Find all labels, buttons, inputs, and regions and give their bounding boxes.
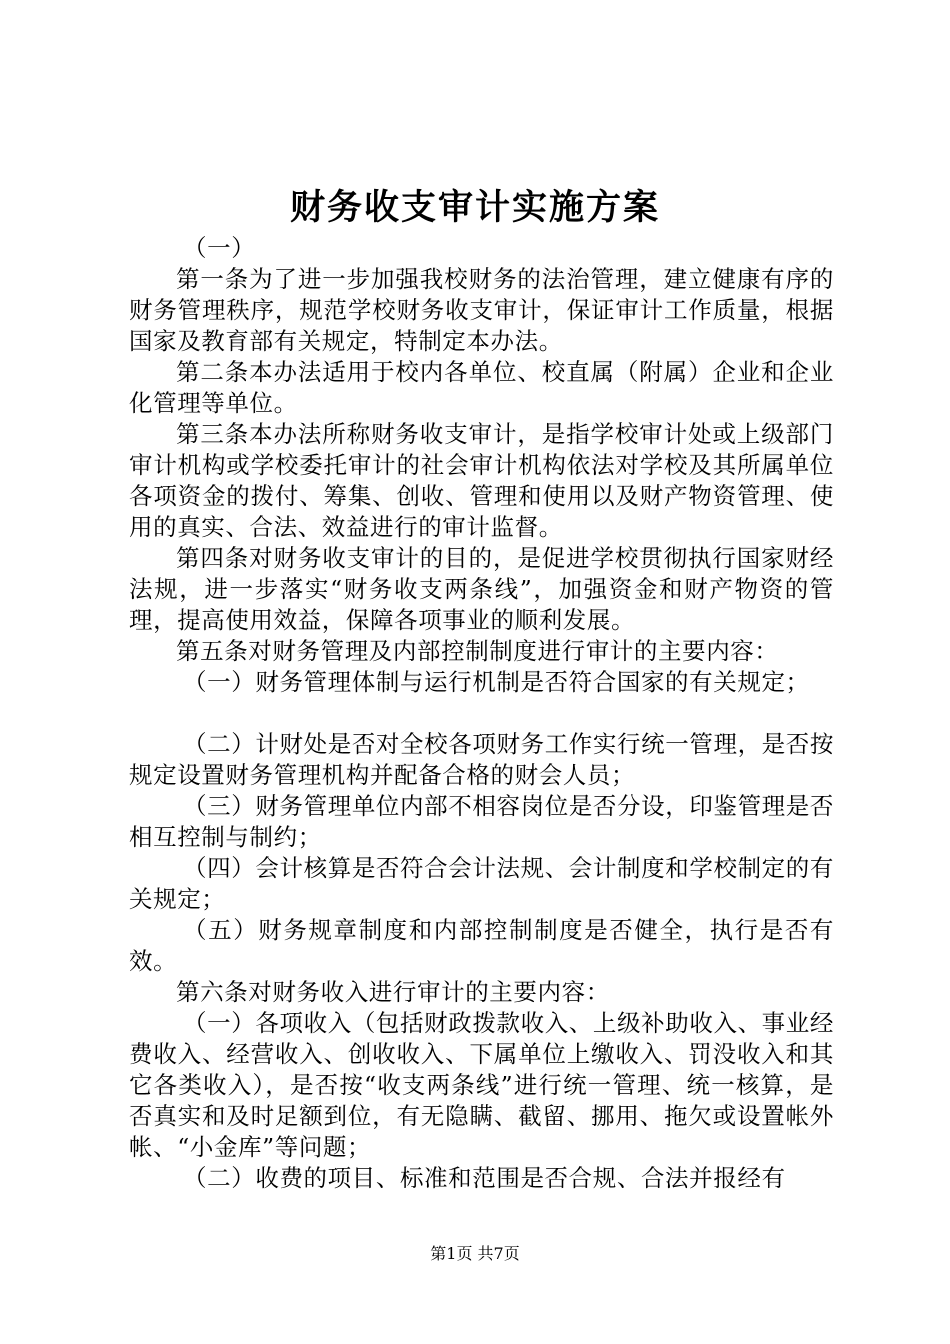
page-footer: 第1页 共7页 <box>430 1244 520 1263</box>
section-heading: （一） <box>183 234 256 262</box>
article-6-item-1: （一）各项收入（包括财政拨款收入、上级补助收入、事业经费收入、经营收入、创收收入、下属单位上缴收入、罚没收入和其它各类收入），是否按“收支两条线”进行统一管理、统一核算，是否真实和及时足额到位，有无隐瞒、截留、挪用、拖欠或设置帐外帐、“小金库”等问题； <box>129 1009 834 1161</box>
paragraph-spacer <box>129 698 834 729</box>
document-title: 财务收支审计实施方案 <box>289 187 660 228</box>
article-2-paragraph: 第二条本办法适用于校内各单位、校直属（附属）企业和企业化管理等单位。 <box>129 358 834 417</box>
article-6-paragraph: 第六条对财务收入进行审计的主要内容： <box>176 978 610 1006</box>
article-5-item-4: （四）会计核算是否符合会计法规、会计制度和学校制定的有关规定； <box>129 854 834 913</box>
article-5-item-1: （一）财务管理体制与运行机制是否符合国家的有关规定； <box>183 668 810 696</box>
article-4-paragraph: 第四条对财务收支审计的目的，是促进学校贯彻执行国家财经法规，进一步落实“财务收支两条线”，加强资金和财产物资的管理，提高使用效益，保障各项事业的顺利发展。 <box>129 544 834 634</box>
article-1-paragraph: 第一条为了进一步加强我校财务的法治管理，建立健康有序的财务管理秩序，规范学校财务收支审计，保证审计工作质量，根据国家及教育部有关规定，特制定本办法。 <box>129 265 834 355</box>
document-body <box>129 233 834 1194</box>
article-6-item-2: （二）收费的项目、标准和范围是否合规、合法并报经有 <box>183 1164 786 1192</box>
article-5-item-5: （五）财务规章制度和内部控制制度是否健全，执行是否有效。 <box>129 916 834 975</box>
article-3-paragraph: 第三条本办法所称财务收支审计，是指学校审计处或上级部门审计机构或学校委托审计的社会审计机构依法对学校及其所属单位各项资金的拨付、筹集、创收、管理和使用以及财产物资管理、使用的真实、合法、效益进行的审计监督。 <box>129 420 834 541</box>
article-5-item-2: （二）计财处是否对全校各项财务工作实行统一管理，是否按规定设置财务管理机构并配备合格的财会人员； <box>129 730 834 789</box>
article-5-item-3: （三）财务管理单位内部不相容岗位是否分设，印鉴管理是否相互控制与制约； <box>129 792 834 851</box>
article-5-paragraph: 第五条对财务管理及内部控制制度进行审计的主要内容： <box>176 637 779 665</box>
